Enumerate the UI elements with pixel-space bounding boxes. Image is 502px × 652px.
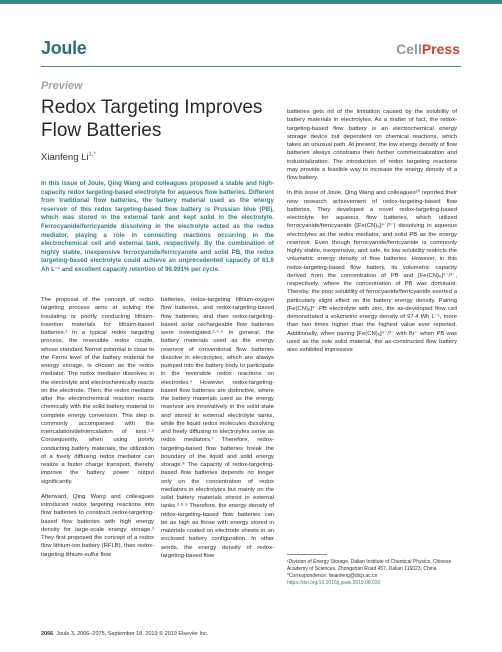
- citation: Joule 3, 2066–2075, September 18, 2019 © 2019 Elsevier Inc.: [56, 631, 209, 637]
- paragraph: In this issue of Joule, Qing Wang and colleagues¹⁰ reported their new research achievement of redox-targeting-based flow batteries. They developed a novel redox-targeting-based electrolyte for aqueous flow batteries, which utilized ferrocyanide/ferricyanide ([Fe(CN)₆]⁴⁻/³⁻) dissolving in aqueous electrolytes as the redox mediator, and solid PB as the energy reservoir. Even though ferrocyanide/ferricyanide is commonly highly stable, inexpensive, and safe, its low solubility restricts the volumetric energy density of flow batteries. However, in this redox-targeting-based flow battery, its volumetric capacity derived from the concentration of PB and [Fe(CN)₆]⁴⁻/³⁻, respectively, where the concentration of PB was dominant. Thereby, the poor solubility of ferrocyanide/ferricyanide exerted a particularly slight effect on the battery energy density. Pairing [Fe(CN)₆]³⁻-PB electrolyte with zinc, the as-developed flow cell demonstrated a volumetric energy density of 97.4 Wh L⁻¹, more than two times higher than the highest value ever reported. Additionally, when pairing [Fe(CN)₆]⁴⁻/³⁻ with Br⁻ when PB was used as the sole solid material, the as-constructed flow battery also exhibited impressive: [287, 190, 457, 353]
- paragraph: Afterward, Qing Wang and colleagues introduced redox targeting reactions into flow batteries to construct redox-targeting-based flow batteries with high energy density for large-scale energy storage.³ They first proposed the concept of a redox flow lithium-ion battery (RFLB), then redox-targeting lithium-sulfur flow: [41, 493, 154, 558]
- article-title: Redox Targeting Improves Flow Batteries: [41, 97, 263, 141]
- paragraph: batteries, redox-targeting lithium-oxygen flow batteries, and redox-targeting-based flow batteries, and then redox-targeting-based solar rechargeable flow batteries were investigated.²·⁴·⁵ In general, the battery materials used as the energy reservoir of conventional flow batteries dissolve in electrolytes, which are always pumped into the battery body to participate in the reversible redox reactions on electrodes.⁶ However, redox-targeting-based flow batteries are distinctive, where the battery materials used as the energy reservoir are innovatively in the solid state and stored in external electrolyte tanks, while the liquid redox molecules dissolving and freely diffusing in electrolytes serve as redox mediators.⁷ Therefore, redox-targeting-based flow batteries break the boundary of the liquid and solid energy storage.⁸ The capacity of redox-targeting-based flow batteries depends no longer only on the concentration of redox mediators in electrolytes but mainly on the solid battery materials stored in external tanks.³·⁸·⁹ Therefore, the energy density of redox-targeting-based flow batteries can be as high as those with energy stored in materials coated on electrode sheets in an enclosed battery configuration. In other words, the energy density of redox-targeting-based flow: [161, 297, 274, 559]
- journal-logo: Joule: [41, 38, 87, 58]
- body-column-1: [41, 296, 154, 566]
- author-marks: 1,*: [88, 152, 96, 158]
- publisher-logo: [396, 41, 460, 57]
- correspondence-email[interactable]: *Correspondence: lixianfeng@dicp.ac.cn: [287, 573, 378, 579]
- publisher-logo-press: Press: [421, 41, 460, 57]
- doi-link[interactable]: https://doi.org/10.1016/j.joule.2019.08.020: [287, 580, 381, 586]
- affiliation-address: ¹Division of Energy Storage, Dalian Institute of Chemical Physics, Chinese Academy of Sciences, Zhongshan Road 457, Dalian 116023, China: [287, 559, 452, 572]
- body-column-3: [287, 108, 457, 361]
- abstract: In this issue of Joule, Qing Wang and colleagues proposed a stable and high-capacity redox targeting-based electrolyte for aqueous flow batteries. Different from traditional flow batteries, the battery material used as the energy reservoir of this redox targeting-based flow battery is Prussian blue (PB), which was stored in the external tank and kept solid in the electrolyte. Ferrocyanide/ferricyanide dissolving in the electrolyte acted as the redox mediator, playing a role in connecting reactions occurring in the electrochemical cell and external tank, respectively. By the combination of highly stable, inexpensive ferrocyanide/ferricyanide and solid PB, the redox targeting-based electrolyte could achieve an unprecedented capacity of 61.6 Ah L⁻¹ and excellent capacity retention of 99.991% per cycle.: [41, 180, 274, 273]
- body-column-2: [161, 296, 274, 567]
- author-line: [41, 152, 96, 163]
- page-footer: [41, 631, 208, 637]
- paragraph: The proposal of the concept of redox targeting process aims at solving the insulating or poorly conducting lithium-insertion materials for lithium-based batteries.¹ In a typical redox targeting process, the reversible redox couple, whose standard Nernst potential is close to the Fermi level of the battery material for energy storage, is chosen as the redox mediator. The redox mediator dissolves in the electrolyte and electrochemically reacts on the electrode. Then, the redox mediator after the electrochemical reaction reacts chemically with the solid battery material to complete energy conversion. This step is commonly accompanied with the intercalation/deintercalation of ions.¹·² Consequently, when using poorly conducting battery materials, the utilization of a freely diffusing redox mediator can realize a faster charge transport, thereby improve the battery power output significantly.: [41, 297, 154, 485]
- top-accent-bar: [0, 0, 502, 4]
- publisher-logo-cell: Cell: [396, 41, 422, 57]
- affiliation-rule: [287, 554, 327, 555]
- paragraph: batteries gets rid of the limitation caused by the solubility of battery materials in electrolytes. As a matter of fact, the redox-targeting-based flow battery is an electrochemical energy storage device but dependent on chemical reactions, which takes an unusual path. At present, the low energy density of flow batteries always constrains their further commercialization and industrialization. The introduction of redox targeting reactions may provide a feasible way to increase the energy density of a flow battery.: [287, 109, 457, 181]
- header-rule: [41, 66, 461, 67]
- author-name: Xianfeng Li: [41, 152, 89, 164]
- affiliation-block: [287, 559, 457, 587]
- section-label: Preview: [41, 80, 83, 92]
- page-number: 2066: [41, 631, 54, 637]
